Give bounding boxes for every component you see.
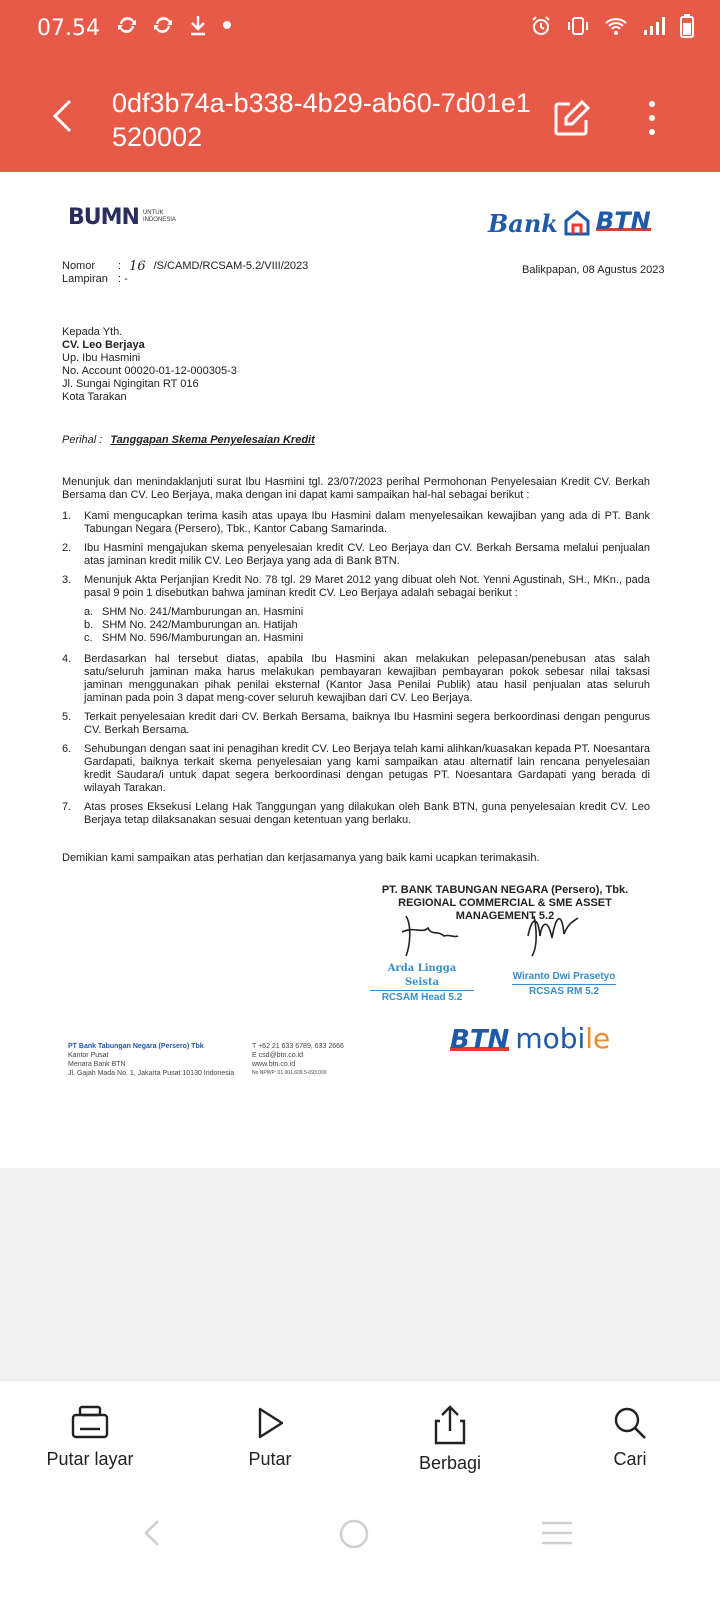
document-page	[0, 172, 720, 1168]
system-icons	[530, 14, 694, 38]
download-icon	[188, 14, 208, 36]
list-item: c. SHM No. 596/Mamburungan an. Hasmini	[84, 632, 304, 644]
bumn-logo-sub2: INDONESIA	[142, 217, 176, 223]
place-date: Balikpapan, 08 Agustus 2023	[522, 264, 665, 276]
app-bar	[0, 60, 720, 172]
bottom-action-bar	[0, 1380, 720, 1491]
btn-mobile-logo	[450, 1022, 611, 1055]
share-label: Berbagi	[418, 1453, 482, 1473]
signer-1-name: Arda Lingga Seista	[370, 962, 474, 991]
signer-2-title: RCSAS RM 5.2	[528, 986, 599, 997]
footer-email: E csd@btn.co.id	[252, 1052, 304, 1059]
bank-logo-text: Bank	[488, 208, 558, 238]
btn-mobile-word-1: mobi	[515, 1022, 586, 1055]
list-item: a. SHM No. 241/Mamburungan an. Hasmini	[84, 606, 304, 618]
sig-company: PT. BANK TABUNGAN NEGARA (Persero), Tbk.	[381, 884, 629, 896]
list-item: b. SHM No. 242/Mamburungan an. Hatijah	[84, 619, 298, 631]
back-button[interactable]	[40, 94, 84, 138]
nav-home-icon[interactable]	[338, 1518, 370, 1550]
signature-2-icon	[520, 906, 590, 960]
list-item: 1. Kami mengucapkan terima kasih atas upaya Ibu Hasmini dalam menyelesaikan kewajiban yang ada di PT. Bank Tabungan Negara (Persero), Tbk., Kantor Cabang Samarinda.	[62, 510, 650, 535]
letter-meta	[62, 260, 308, 286]
list-item: 7. Atas proses Eksekusi Lelang Hak Tanggungan yang dilakukan oleh Bank BTN, guna penyelesaian kredit CV. Leo Berjaya tetap dilaksanakan sesuai dengan ketentuan yang berlaku.	[62, 801, 650, 826]
nomor-label: Nomor	[62, 260, 96, 272]
chevron-left-icon	[51, 98, 73, 134]
system-nav-bar	[0, 1490, 720, 1600]
rotate-screen-label: Putar layar	[46, 1449, 134, 1469]
footer-phone: T +62 21 633 6789, 633 2666	[252, 1043, 344, 1050]
signer-2	[512, 970, 616, 999]
btn-mobile-word-2: le	[585, 1022, 611, 1055]
lampiran-label: Lampiran	[62, 273, 108, 285]
more-vertical-icon	[640, 98, 664, 138]
status-bar	[0, 0, 720, 60]
list-item: 4. Berdasarkan hal tersebut diatas, apabila Ibu Hasmini akan melakukan pelepasan/penebusan atas salah satu/seluruh jaminan maka harus melakukan pembayaran kewajiban pembayaran pokok sebesar nilai taksasi jaminan menggunakan pihak penilai eksternal (Kantor Jasa Penilai Publik) atau hasil penjualan atas seluruh jaminan pada poin 3 dapat meng-cover seluruh kewajiban dari CV. Leo Berjaya.	[62, 653, 650, 704]
footer-npwp: No NPWP: 01.001.609.5-093.000	[252, 1070, 327, 1076]
sync-icon	[152, 14, 174, 36]
intro-paragraph: Menunjuk dan menindaklanjuti surat Ibu Hasmini tgl. 23/07/2023 perihal Permohonan Penyelesaian Kredit CV. Berkah Bersama dan CV. Leo Berjaya, maka dengan ini dapat kami sampaikan hal-hal sebagai berikut :	[62, 476, 650, 501]
dot-icon	[222, 14, 232, 36]
perihal-value: Tanggapan Skema Penyelesaian Kredit	[110, 434, 315, 446]
list-item: 5. Terkait penyelesaian kredit dari CV. Berkah Bersama, baiknya Ibu Hasmini segera berkoordinasi dengan pengurus CV. Berkah Bersama.	[62, 711, 650, 736]
edit-icon	[552, 98, 592, 138]
nav-recents-icon[interactable]	[540, 1518, 574, 1548]
perihal	[62, 434, 315, 447]
search-button[interactable]	[540, 1381, 720, 1491]
play-label: Putar	[248, 1449, 292, 1469]
alarm-icon	[530, 15, 552, 37]
nomor-value: /S/CAMD/RCSAM-5.2/VIII/2023	[153, 260, 309, 272]
bumn-logo	[68, 204, 176, 230]
rotate-screen-icon	[70, 1405, 110, 1441]
recipient-line: Jl. Sungai Ngingitan RT 016	[62, 378, 199, 390]
document-title: 0df3b74a-b338-4b29-ab60-7d01e1520002	[112, 88, 531, 152]
nav-back-icon[interactable]	[140, 1518, 164, 1548]
recipient-line: Kepada Yth.	[62, 326, 123, 338]
recipient-block	[62, 326, 237, 404]
wifi-icon	[604, 15, 628, 37]
btn-mobile-brand: BTN	[450, 1025, 510, 1055]
edit-button[interactable]	[552, 98, 596, 142]
recipient-line: Up. Ibu Hasmini	[62, 352, 141, 364]
footer-address: Jl. Gajah Mada No. 1, Jakarta Pusat 10130 Indonesia	[68, 1070, 235, 1077]
more-options-button[interactable]	[640, 98, 664, 142]
recipient-line: No. Account 00020-01-12-000305-3	[62, 365, 237, 377]
play-icon	[252, 1405, 288, 1441]
search-label: Cari	[613, 1449, 647, 1469]
recipient-line: CV. Leo Berjaya	[62, 339, 145, 351]
sig-division: REGIONAL COMMERCIAL & SME ASSET MANAGEMENT 5.2	[398, 897, 612, 922]
status-time: 07.54	[37, 16, 100, 41]
footer-contact	[252, 1042, 344, 1078]
notification-icons	[116, 14, 232, 36]
bank-btn-logo	[488, 207, 651, 238]
nomor-handwritten: 16	[129, 259, 146, 274]
btn-logo-text: BTN	[595, 207, 651, 235]
vibrate-icon	[566, 15, 590, 37]
list-item: 2. Ibu Hasmini mengajukan skema penyelesaian kredit CV. Leo Berjaya dan CV. Berkah Bersama melalui penjualan atas jaminan kredit milik CV. Leo Berjaya yang ada di Bank BTN.	[62, 542, 650, 567]
lampiran-value: : -	[118, 273, 128, 285]
nomor-sep: :	[118, 260, 122, 272]
signer-1	[370, 962, 474, 1005]
footer-company: PT Bank Tabungan Negara (Persero) Tbk	[68, 1043, 204, 1050]
bumn-logo-sub1: UNTUK	[142, 210, 164, 216]
perihal-label: Perihal :	[62, 434, 103, 446]
list-item: 3. Menunjuk Akta Perjanjian Kredit No. 78 tgl. 29 Maret 2012 yang dibuat oleh Not. Yenni Agustinah, SH., MKn., pada pasal 9 poin 1 disebutkan bahwa jaminan kredit CV. Leo Berjaya adalah sebagai berikut :	[62, 574, 650, 599]
signature-1-icon	[396, 912, 466, 962]
sync-icon	[116, 14, 138, 36]
btn-house-icon	[564, 210, 590, 236]
footer-office: Kantor Pusat	[68, 1052, 109, 1059]
recipient-line: Kota Tarakan	[62, 391, 127, 403]
list-item: 6. Sehubungan dengan saat ini penagihan kredit CV. Leo Berjaya telah kami alihkan/kuasakan kepada PT. Noesantara Gardapati, baiknya terkait skema penyelesaian yang kami sampaikan atau alternatif lain rencana penyelesaian kredit Saudara/i untuk dapat segera berkoordinasi dengan petugas PT. Noesantara Gardapati yang berada di wilayah Tarakan.	[62, 743, 650, 794]
signal-icon	[642, 15, 666, 37]
signer-1-title: RCSAM Head 5.2	[381, 992, 463, 1003]
share-button[interactable]	[360, 1381, 540, 1491]
battery-icon	[680, 14, 694, 38]
points-list	[62, 510, 650, 833]
rotate-screen-button[interactable]	[0, 1381, 180, 1491]
footer-web: www.btn.co.id	[252, 1061, 296, 1068]
footer-building: Menara Bank BTN	[68, 1061, 126, 1068]
play-button[interactable]	[180, 1381, 360, 1491]
search-icon	[612, 1405, 648, 1441]
sub-points-list	[84, 606, 650, 645]
share-icon	[432, 1405, 468, 1445]
signer-2-name: Wiranto Dwi Prasetyo	[512, 970, 616, 985]
bumn-logo-mark: BUMN	[68, 204, 139, 230]
closing-paragraph: Demikian kami sampaikan atas perhatian dan kerjasamanya yang baik kami ucapkan terimakasih.	[62, 852, 540, 864]
footer-info	[68, 1042, 234, 1078]
